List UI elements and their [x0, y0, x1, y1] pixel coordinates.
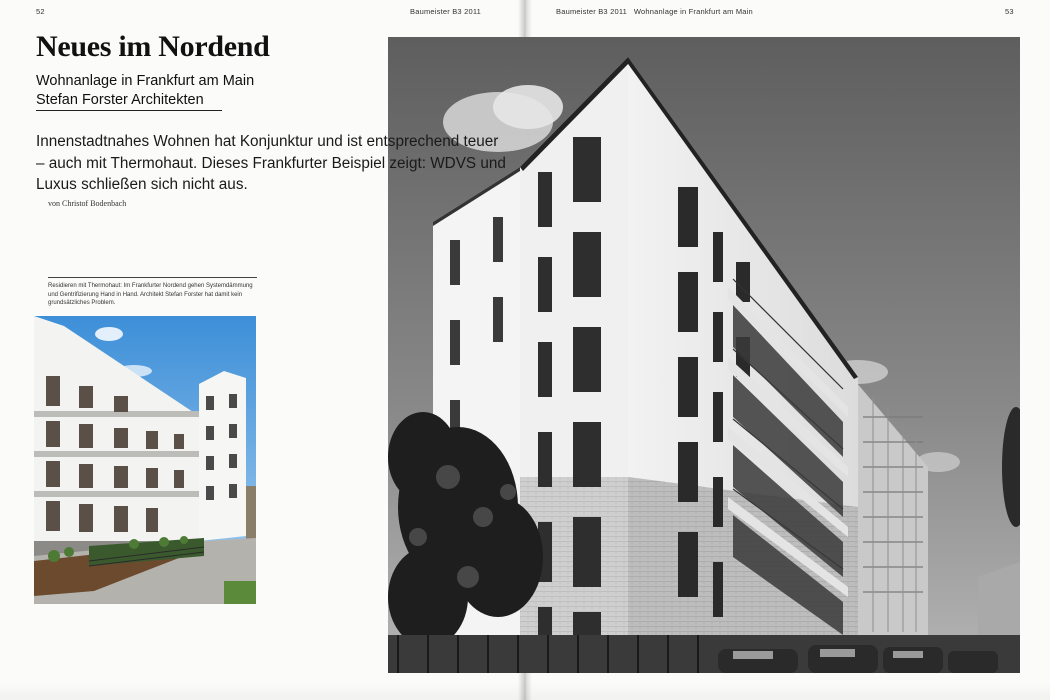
running-head-right: Baumeister B3 2011 Wohnanlage in Frankfurt am Main [556, 7, 753, 16]
article-title: Neues im Nordend [36, 30, 270, 63]
caption-rule [48, 277, 257, 278]
lead-paragraph: Innenstadtnahes Wohnen hat Konjunktur und ist entsprechend teuer – auch mit Thermohaut. Dieses Frankfurter Beispiel zeigt: WDVS und Luxus schließen sich nicht aus. [36, 133, 506, 193]
article-subtitle: Wohnanlage in Frankfurt am Main [36, 73, 255, 89]
author-byline: von Christof Bodenbach [48, 199, 127, 208]
page-number-right: 53 [1005, 7, 1014, 16]
architect-name: Stefan Forster Architekten [36, 92, 204, 108]
running-head-left: Baumeister B3 2011 [410, 7, 482, 16]
page-number-left: 52 [36, 7, 45, 16]
page-bottom-shadow [0, 682, 1050, 700]
courtyard-photo [34, 316, 256, 604]
photo-caption: Residieren mit Thermohaut: Im Frankfurter Nordend gehen Systemdämmung und Gentrifizierung Hand in Hand. Architekt Stefan Forster hat damit kein grundsätzliches Problem. [48, 283, 253, 306]
title-underline [36, 110, 222, 111]
